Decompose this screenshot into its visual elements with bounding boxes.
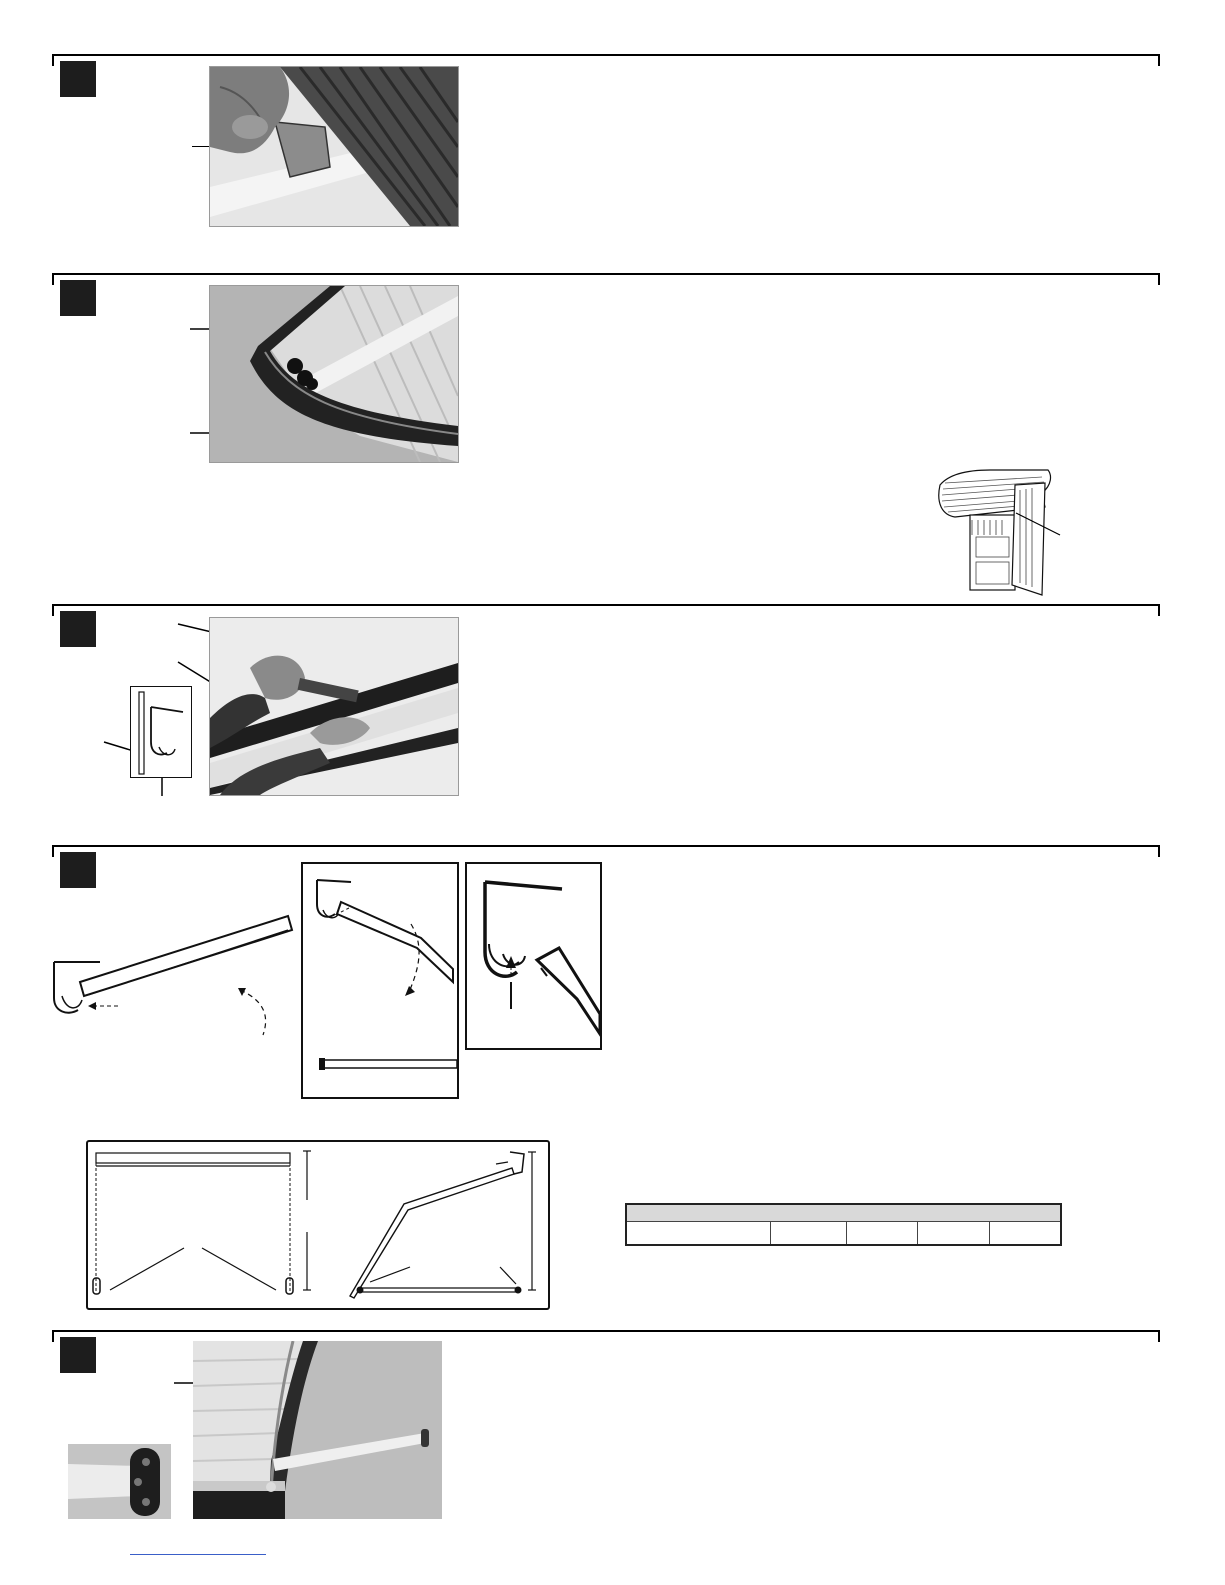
step-3-photo (209, 617, 459, 796)
step-number-box (60, 61, 96, 97)
front-view (93, 1151, 311, 1294)
size-table (625, 1203, 1062, 1246)
step-number-box (60, 852, 96, 888)
table-cell (990, 1222, 1061, 1246)
side-view (350, 1152, 536, 1298)
bracket-closeup-photo (68, 1444, 171, 1519)
awning-hook-diagram-b (301, 862, 459, 1099)
table-header-row (626, 1204, 1061, 1222)
section-rule-step-5 (52, 1330, 1158, 1332)
awning-hook-diagram-a (48, 900, 298, 1040)
step-5-photo (193, 1341, 442, 1519)
rail-profile-inset (130, 686, 192, 778)
step-number-box (60, 611, 96, 647)
awning-hook-detail (465, 862, 602, 1050)
step-number-box (60, 1337, 96, 1373)
table-cell (847, 1222, 918, 1246)
table-header-cell (626, 1204, 1061, 1222)
step-number-box (60, 280, 96, 316)
section-rule-step-1 (52, 54, 1158, 56)
table-cell (771, 1222, 847, 1246)
section-rule-step-3 (52, 604, 1158, 606)
bracket-spacing-diagram (86, 1140, 550, 1310)
step-2-photo (209, 285, 459, 463)
table-cell (626, 1222, 771, 1246)
step-1-photo (209, 66, 459, 227)
table-cell (917, 1222, 990, 1246)
table-row (626, 1222, 1061, 1246)
window-awning-illustration (930, 465, 1070, 603)
section-rule-step-2 (52, 273, 1158, 275)
footer-link-underline (130, 1554, 266, 1555)
section-rule-step-4 (52, 845, 1158, 847)
